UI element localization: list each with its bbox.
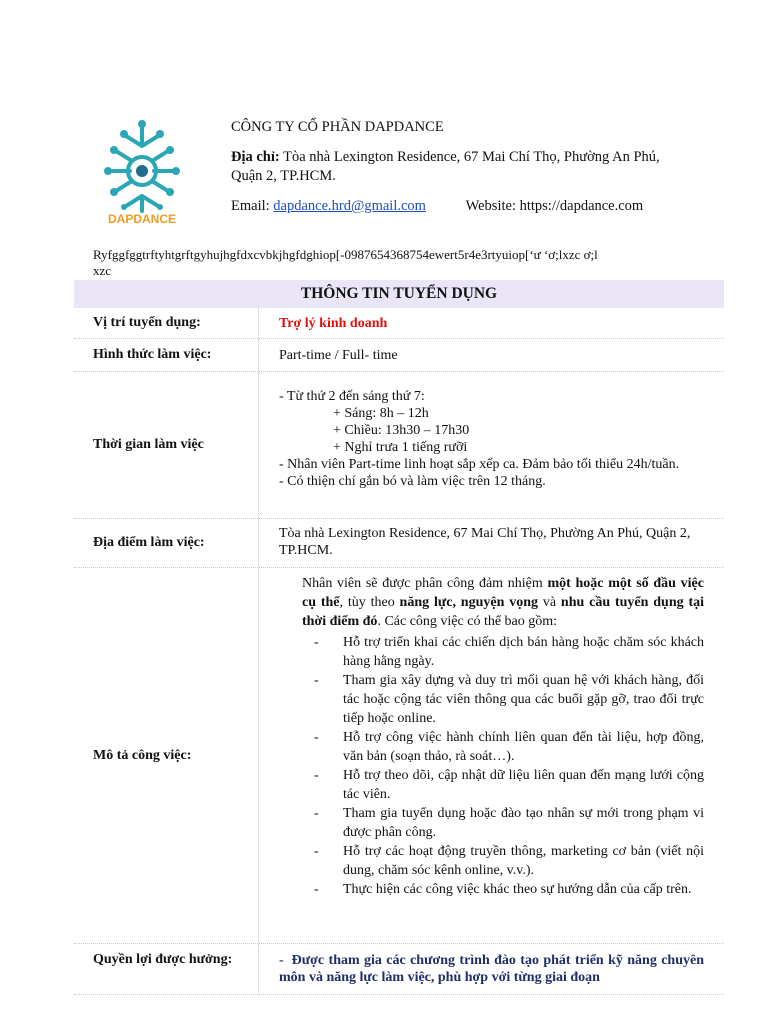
position-label: Vị trí tuyển dụng: <box>93 315 201 330</box>
location-label: Địa điểm làm việc: <box>93 535 205 550</box>
company-logo <box>96 116 188 226</box>
website-label: Website: <box>465 198 516 214</box>
table-row <box>74 372 724 519</box>
benefit-label: Quyền lợi được hưởng: <box>93 952 233 967</box>
list-item: - Hỗ trợ các hoạt động truyền thông, marketing cơ bản (viết nội dung, chăm sóc kênh online, v.v.). <box>314 844 704 878</box>
time-line: - Nhân viên Part-time linh hoạt sắp xếp ca. Đảm bảo tối thiểu 24h/tuần. <box>279 457 680 472</box>
time-line: + Chiều: 13h30 – 17h30 <box>333 423 470 438</box>
email-label: Email: <box>231 198 270 214</box>
logo-text: DAPDANCE <box>107 212 177 226</box>
recruitment-table <box>74 280 724 995</box>
contact-line <box>231 197 691 216</box>
website-value[interactable]: https://dapdance.com <box>519 198 644 214</box>
position-value: Trợ lý kinh doanh <box>258 308 724 338</box>
list-item: - Hỗ trợ theo dõi, cập nhật dữ liệu liên quan đến mạng lưới cộng tác viên. <box>314 768 704 802</box>
work-time-value <box>258 372 724 518</box>
job-desc-list <box>302 633 704 899</box>
location-value: Tòa nhà Lexington Residence, 67 Mai Chí Thọ, Phường An Phú, Quận 2, TP.HCM. <box>258 519 724 567</box>
company-address <box>231 148 691 186</box>
circuit-brain-icon <box>96 116 188 226</box>
work-time-label: Thời gian làm việc <box>93 437 204 452</box>
company-name: CÔNG TY CỔ PHẦN DAPDANCE <box>231 119 444 135</box>
table-row <box>74 339 724 372</box>
time-line: + Sáng: 8h – 12h <box>333 406 429 421</box>
benefit-value: - Được tham gia các chương trình đào tạo phát triển kỹ năng chuyên môn và năng lực làm việc, phù hợp với từng giai đoạn <box>258 944 724 994</box>
table-row <box>74 308 724 339</box>
company-info <box>231 118 691 216</box>
time-line: + Nghỉ trưa 1 tiếng rưỡi <box>333 440 468 455</box>
table-row <box>74 568 724 944</box>
job-desc-intro: Nhân viên sẽ được phân công đảm nhiệm một hoặc một số đầu việc cụ thể, tùy theo năng lực, nguyện vọng và nhu cầu tuyển dụng tại thời điểm đó. Các công việc có thể bao gồm: <box>302 576 705 629</box>
list-item: - Hỗ trợ công việc hành chính liên quan đến tài liệu, hợp đồng, văn bản (soạn thảo, rà soát…). <box>314 730 704 764</box>
list-item: - Tham gia xây dựng và duy trì mối quan hệ với khách hàng, đối tác hoặc cộng tác viên thông qua các buổi gặp gỡ, trao đổi trực tiếp hoặc online. <box>314 673 704 726</box>
stray-text: Ryfggfggtrftyhtgrftgyhujhgfdxcvbkjhgfdghiop[-0987654368754ewert5r4e3rtyuiop[‘ư ‘ơ;lxzc ơ;lxzc <box>93 247 598 278</box>
table-title: THÔNG TIN TUYỂN DỤNG <box>74 280 724 308</box>
table-row <box>74 519 724 568</box>
job-desc-value <box>258 568 724 943</box>
time-line: - Có thiện chí gắn bó và làm việc trên 12 tháng. <box>279 474 546 489</box>
list-item: - Thực hiện các công việc khác theo sự hướng dẫn của cấp trên. <box>314 882 692 897</box>
email-link[interactable]: dapdance.hrd@gmail.com <box>273 198 426 214</box>
list-item: - Hỗ trợ triển khai các chiến dịch bán hàng hoặc chăm sóc khách hàng hằng ngày. <box>314 635 704 669</box>
time-line: - Từ thứ 2 đến sáng thứ 7: <box>279 389 425 404</box>
work-type-value: Part-time / Full- time <box>258 339 724 371</box>
table-row <box>74 944 724 995</box>
work-type-label: Hình thức làm việc: <box>93 347 212 362</box>
address-value: Tòa nhà Lexington Residence, 67 Mai Chí Thọ, Phường An Phú, Quận 2, TP.HCM. <box>231 149 660 184</box>
address-label: Địa chỉ: <box>231 149 280 165</box>
job-desc-label: Mô tả công việc: <box>93 747 192 763</box>
list-item: - Tham gia tuyển dụng hoặc đào tạo nhân sự mới trong phạm vi được phân công. <box>314 806 704 840</box>
